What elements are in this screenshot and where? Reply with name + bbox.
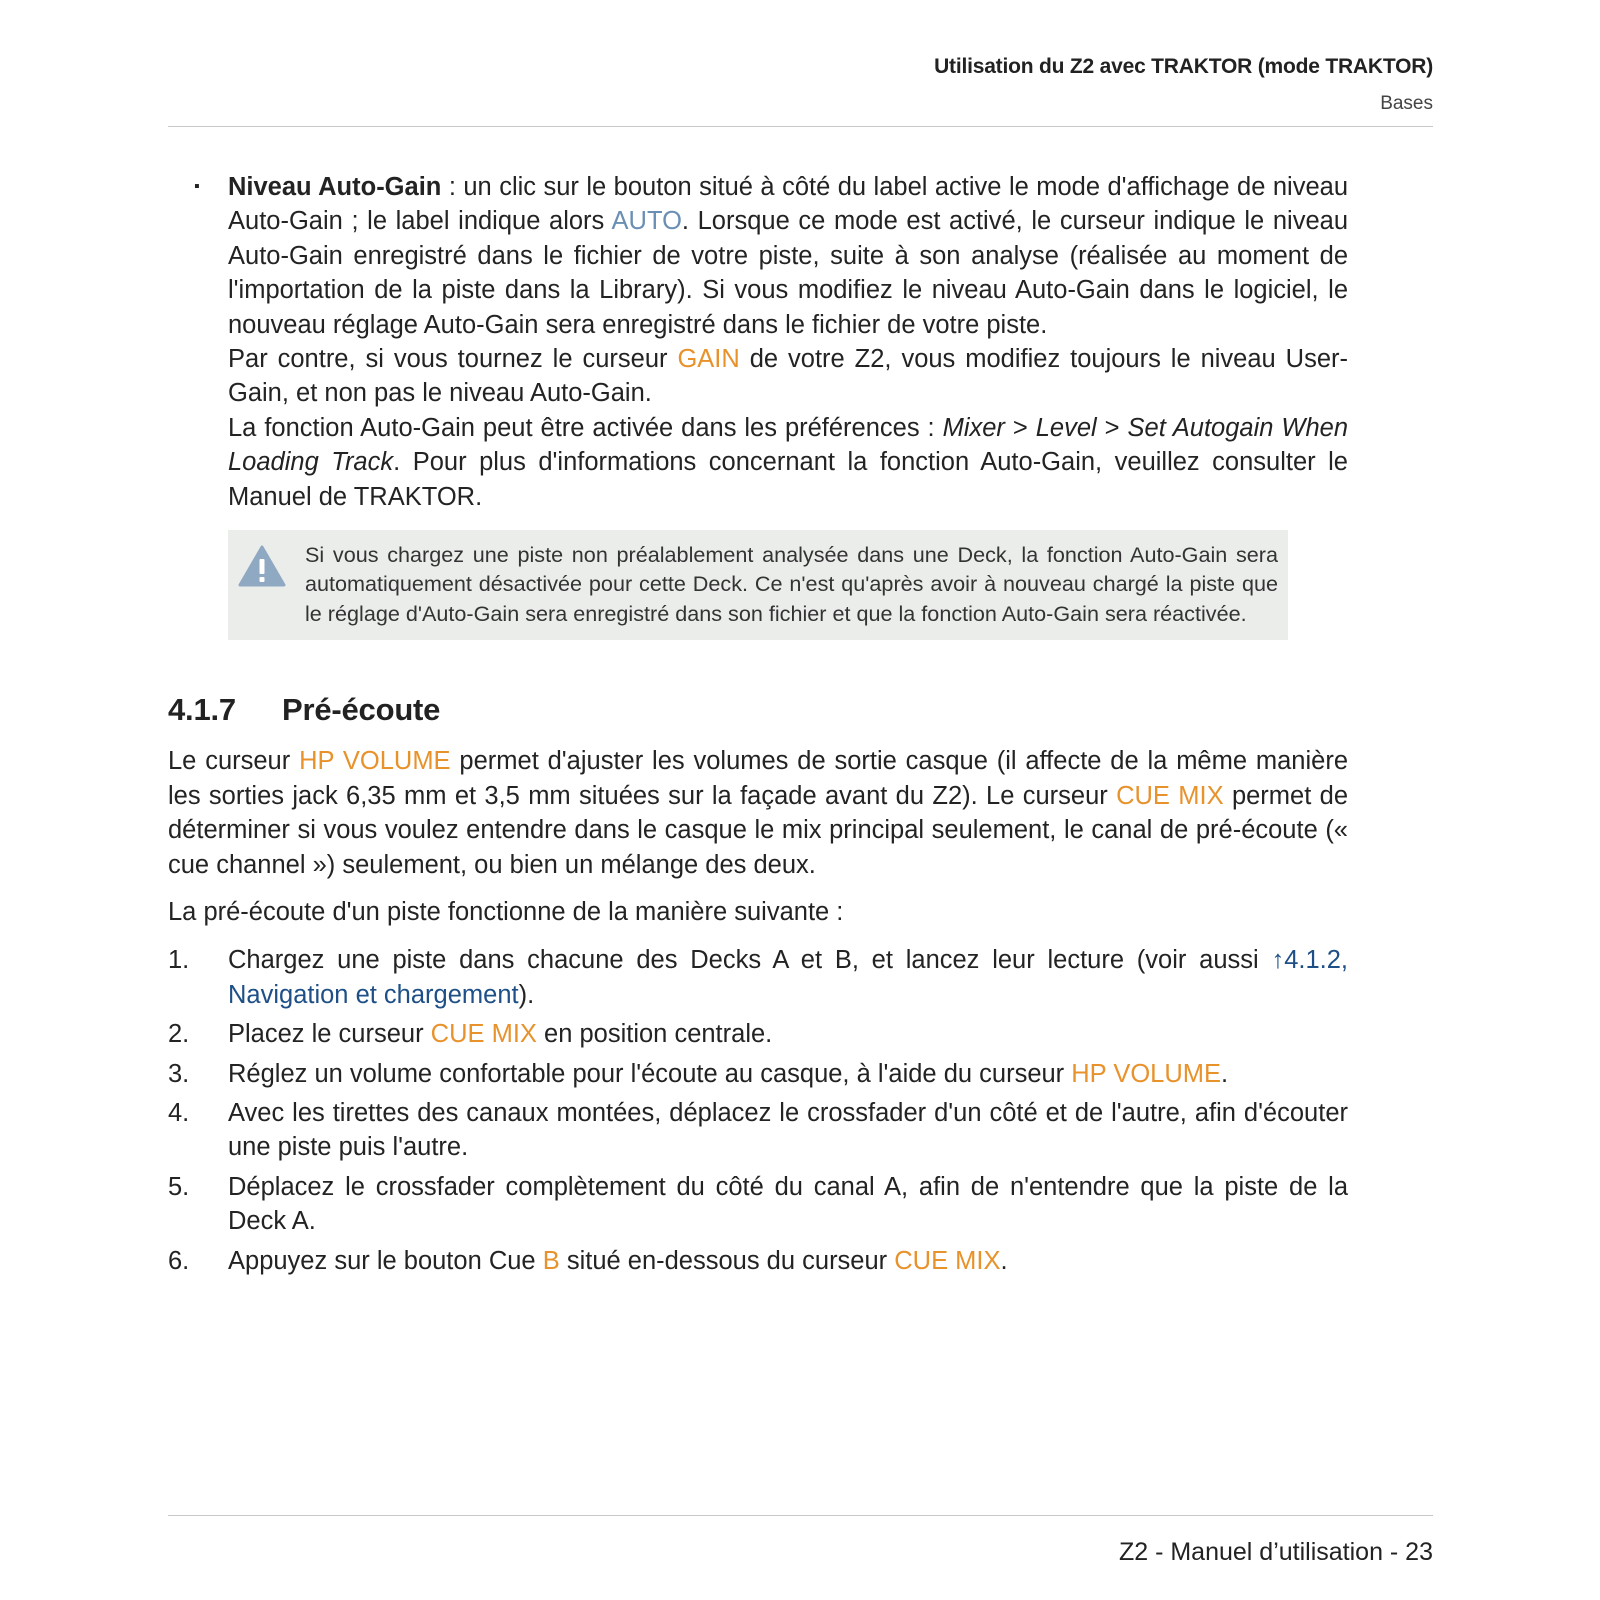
section-title: Pré-écoute	[282, 692, 441, 728]
menu-path-separator: >	[1096, 413, 1128, 442]
text-run: Placez le curseur	[228, 1020, 431, 1049]
auto-label: AUTO	[611, 207, 682, 236]
step-number: 5.	[168, 1172, 190, 1201]
cue-mix-label: CUE MIX	[1116, 781, 1224, 810]
bullet-paragraph-3	[228, 411, 1348, 514]
bullet-paragraph-1	[228, 170, 1348, 342]
text-run: .	[1221, 1059, 1229, 1088]
step-number: 2.	[168, 1020, 190, 1049]
list-item	[168, 1017, 1348, 1051]
menu-path-mixer: Mixer	[942, 413, 1005, 442]
hp-volume-label: HP VOLUME	[1071, 1059, 1222, 1088]
list-item	[168, 1057, 1348, 1091]
text-run: . Pour plus d'informations concernant la fonction Auto-Gain, veuillez consulter le Manuel de TRAKTOR.	[228, 448, 1348, 511]
text-run: La fonction Auto-Gain peut être activée dans les préférences :	[228, 413, 943, 442]
text-run: Réglez un volume confortable pour l'écoute au casque, à l'aide du curseur	[228, 1059, 1072, 1088]
step-number: 6.	[168, 1246, 190, 1275]
text-run: : un clic sur le bouton situé à côté du label active le mode d'affichage de niveau Auto-Gain ; le label indique alors	[228, 173, 1348, 236]
gain-control-label: GAIN	[677, 345, 740, 374]
menu-path-separator: >	[1004, 413, 1036, 442]
list-item	[168, 1096, 1348, 1165]
bullet-item-auto-gain	[168, 170, 1348, 514]
text-run: Déplacez le crossfader complètement du côté du canal A, afin de n'entendre que la piste de la Deck A.	[228, 1172, 1348, 1236]
bullet-square-icon: ▪	[194, 178, 200, 195]
warning-icon	[237, 544, 287, 588]
text-run: ).	[518, 980, 535, 1009]
cross-reference-link[interactable]: ↑4.1.2, Navigation et chargement	[228, 946, 1348, 1009]
procedure-list	[168, 943, 1348, 1278]
text-run: Par contre, si vous tournez le curseur	[228, 345, 678, 374]
hp-volume-label: HP VOLUME	[299, 747, 451, 776]
page-content	[168, 170, 1348, 1283]
text-run: permet d'ajuster les volumes de sortie casque (il affecte de la même manière les sorties jack 6,35 mm et 3,5 mm situées sur la façade avant du Z2). Le curseur	[168, 747, 1348, 810]
bullet-term: Niveau Auto-Gain	[228, 173, 442, 201]
page-footer: Z2 - Manuel d’utilisation - 23	[1118, 1538, 1433, 1566]
footer-divider	[168, 1515, 1433, 1516]
text-run: . Lorsque ce mode est activé, le curseur indique le niveau Auto-Gain enregistré dans le fichier de votre piste, suite à son analyse (réalisée au moment de l'importation de la piste dans la Library). Si vous modifiez le niveau Auto-Gain dans le logiciel, le nouveau réglage Auto-Gain sera enregistré dans le fichier de votre piste.	[228, 207, 1349, 339]
header-divider	[168, 126, 1433, 127]
text-run: Chargez une piste dans chacune des Decks A et B, et lancez leur lecture (voir aussi	[228, 946, 1272, 975]
list-item	[168, 1170, 1348, 1239]
cue-mix-label: CUE MIX	[430, 1020, 537, 1049]
text-run: permet de déterminer si vous voulez entendre dans le casque le mix principal seulement, le canal de pré-écoute (« cue channel ») seulement, ou bien un mélange des deux.	[168, 781, 1348, 879]
step-number: 3.	[168, 1059, 190, 1088]
menu-path-level: Level	[1035, 413, 1097, 442]
list-item	[168, 943, 1348, 1012]
notice-text: Si vous chargez une piste non préalablement analysée dans une Deck, la fonction Auto-Gain sera automatiquement désactivée pour cette Deck. Ce n'est qu'après avoir à nouveau chargé la piste que le réglage d'Auto-Gain sera enregistré dans son fichier et que la fonction Auto-Gain sera réactivée.	[305, 542, 1278, 626]
text-run: Le curseur	[168, 747, 300, 776]
text-run: .	[1000, 1246, 1008, 1275]
lead-paragraph: La pré-écoute d'un piste fonctionne de la manière suivante :	[168, 897, 844, 926]
intro-paragraph	[168, 744, 1348, 882]
cue-mix-label: CUE MIX	[894, 1246, 1001, 1275]
warning-notice-box	[228, 530, 1288, 640]
cue-b-label: B	[542, 1246, 560, 1275]
section-heading	[168, 690, 1348, 730]
bullet-paragraph-2	[228, 342, 1348, 411]
step-number: 1.	[168, 946, 190, 975]
text-run: de votre Z2, vous modifiez toujours le niveau User-Gain, et non pas le niveau Auto-Gain.	[228, 345, 1348, 408]
text-run: Avec les tirettes des canaux montées, déplacez le crossfader d'un côté et de l'autre, afin d'écouter une piste puis l'autre.	[228, 1098, 1348, 1162]
text-run: Appuyez sur le bouton Cue	[228, 1246, 543, 1275]
running-header-title: Utilisation du Z2 avec TRAKTOR (mode TRAKTOR)	[934, 55, 1433, 78]
step-number: 4.	[168, 1098, 190, 1127]
text-run: en position centrale.	[536, 1020, 773, 1049]
list-item	[168, 1244, 1348, 1278]
section-number: 4.1.7	[168, 692, 236, 728]
menu-path-setting: Set Autogain When Loading Track	[228, 413, 1349, 477]
text-run: situé en-dessous du curseur	[559, 1246, 895, 1275]
running-header-subtitle: Bases	[1380, 93, 1433, 114]
